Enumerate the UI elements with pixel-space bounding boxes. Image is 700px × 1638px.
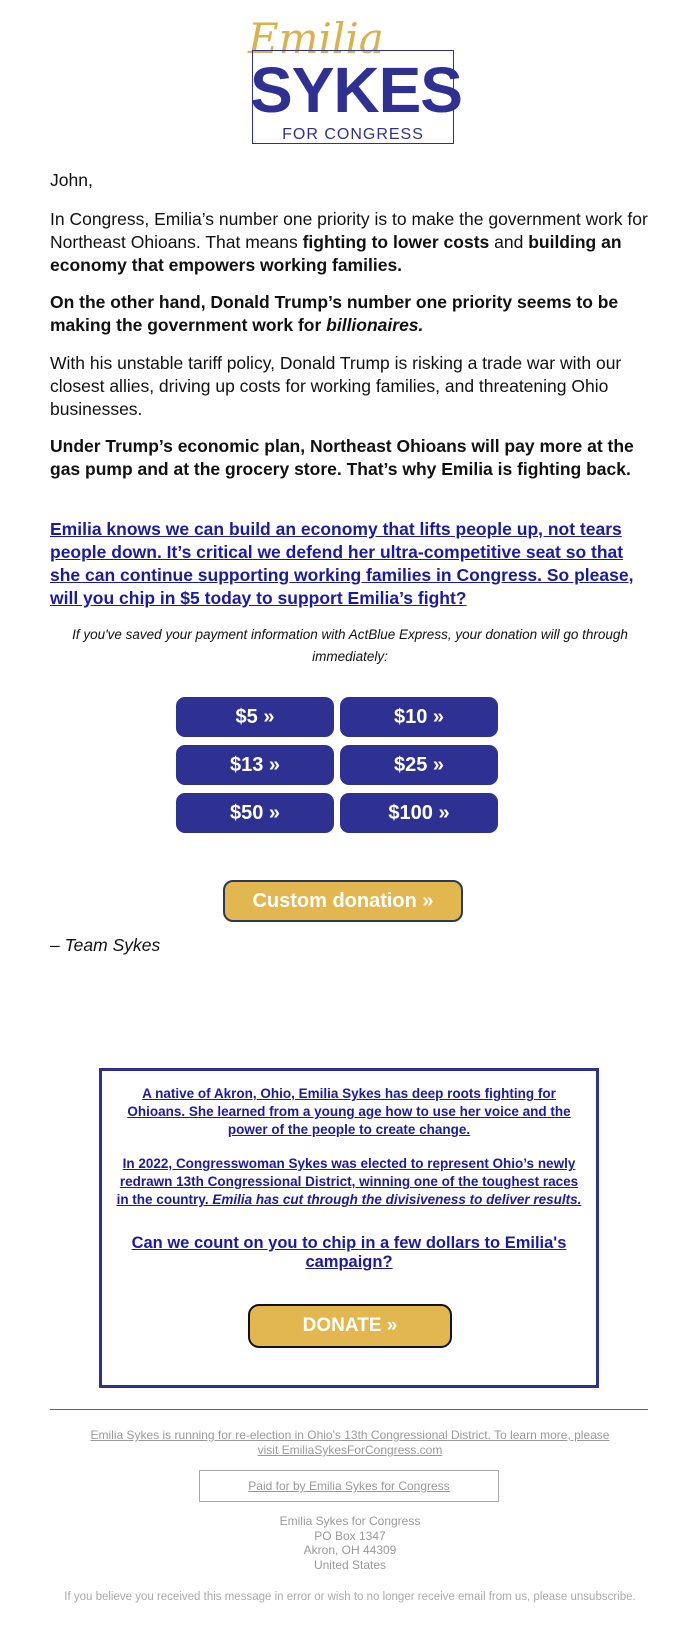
cta-donate-link[interactable]: Emilia knows we can build an economy that lifts people up, not tears people down. It’s critical we defend her ultra-competitive seat so that she can continue supporting working families in Congress. So please, will you chip in $5 today to support Emilia’s fight?	[50, 519, 634, 608]
chip-in-question-link[interactable]: Can we count on you to chip in a few dollars to Emilia's campaign?	[131, 1234, 567, 1271]
paragraph-1	[50, 208, 650, 277]
address-line-1: Emilia Sykes for Congress	[279, 1514, 421, 1528]
cta-paragraph	[50, 518, 650, 610]
p1-emphasis-economy: building an economy that empowers working families.	[50, 232, 622, 275]
signoff: – Team Sykes	[50, 935, 161, 955]
donate-5-button[interactable]: $5 »	[176, 697, 334, 737]
p2-text: On the other hand, Donald Trump’s number one priority seems to be making the government work for	[50, 292, 619, 335]
greeting: John,	[50, 170, 93, 190]
bio-2-text: In 2022, Congresswoman Sykes was elected to represent Ohio’s newly redrawn 13th Congressional District, winning one of the toughest races in the country.	[116, 1156, 579, 1207]
bio-2-emphasis: Emilia has cut through the divisiveness to deliver results.	[208, 1192, 582, 1207]
donate-50-button[interactable]: $50 »	[176, 793, 334, 833]
unsubscribe-notice[interactable]: If you believe you received this message in error or wish to no longer receive email from us, please unsubscribe.	[64, 1591, 636, 1603]
paragraph-4: Under Trump’s economic plan, Northeast Ohioans will pay more at the gas pump and at the grocery store. That’s why Emilia is fighting back.	[50, 436, 634, 479]
donate-25-button[interactable]: $25 »	[340, 745, 498, 785]
paragraph-3: With his unstable tariff policy, Donald Trump is risking a trade war with our closest allies, driving up costs for working families, and threatening Ohio businesses.	[50, 353, 622, 419]
bio-paragraph-2[interactable]	[114, 1155, 584, 1209]
donate-100-button[interactable]: $100 »	[340, 793, 498, 833]
logo-tagline-text: FOR CONGRESS	[278, 126, 428, 143]
logo-first-name: Emilia	[248, 14, 384, 63]
campaign-info-link[interactable]: Emilia Sykes is running for re-election in Ohio's 13th Congressional District. To learn more, please visit EmiliaSykesForCongress.com	[90, 1428, 610, 1457]
p1-connector: and	[489, 232, 529, 252]
address-line-3: Akron, OH 44309	[303, 1543, 397, 1557]
paragraph-2	[50, 291, 650, 337]
logo-last-name: SYKES	[250, 54, 462, 126]
address-line-2: PO Box 1347	[314, 1528, 386, 1543]
logo-tagline	[252, 126, 454, 144]
actblue-express-note: If you've saved your payment information with ActBlue Express, your donation will go through immediately:	[72, 627, 628, 664]
p1-emphasis-costs: fighting to lower costs	[302, 232, 490, 252]
footer-divider	[50, 1409, 648, 1410]
donate-13-button[interactable]: $13 »	[176, 745, 334, 785]
bio-paragraph-1[interactable]: A native of Akron, Ohio, Emilia Sykes has deep roots fighting for Ohioans. She learned from a young age how to use her voice and the power of the people to create change.	[127, 1086, 571, 1137]
address-line-4: United States	[313, 1557, 387, 1572]
custom-donation-button[interactable]: Custom donation »	[223, 880, 463, 922]
campaign-logo	[240, 14, 460, 146]
donate-10-button[interactable]: $10 »	[340, 697, 498, 737]
p2-emphasis: billionaires.	[326, 315, 424, 335]
paid-for-disclaimer[interactable]: Paid for by Emilia Sykes for Congress	[199, 1470, 499, 1502]
bio-box	[99, 1068, 599, 1388]
donate-button[interactable]: DONATE »	[248, 1304, 452, 1348]
p1-text: In Congress, Emilia’s number one priority is to make the government work for Northeast Ohioans. That means	[50, 209, 648, 252]
